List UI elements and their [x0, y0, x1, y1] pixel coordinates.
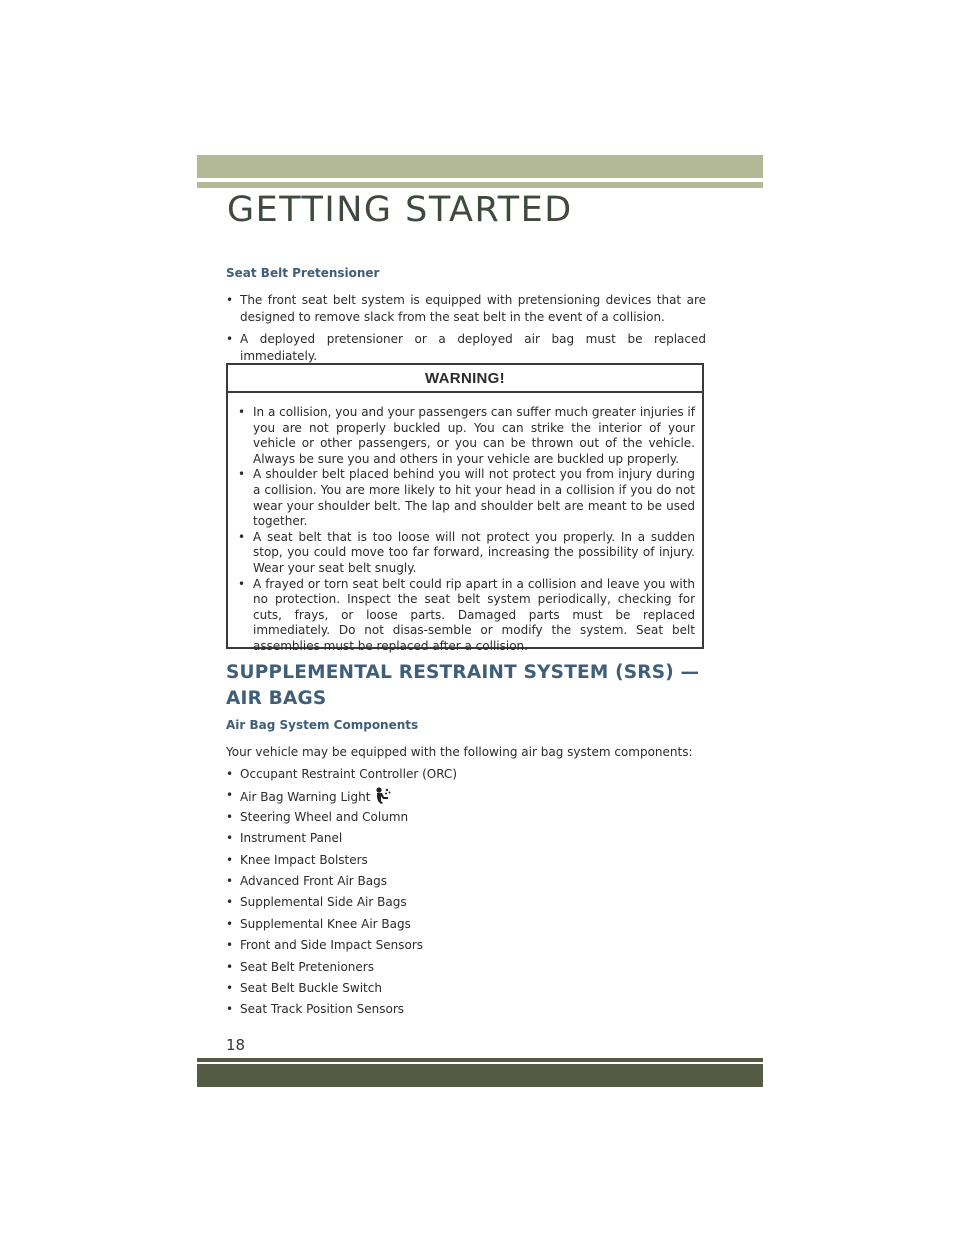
list-item-label: Air Bag Warning Light	[240, 790, 371, 805]
list-item	[226, 980, 457, 1001]
list-item-label: Advanced Front Air Bags	[240, 873, 387, 888]
page-number: 18	[226, 1036, 246, 1054]
airbag-intro-text: Your vehicle may be equipped with the following air bag system components:	[226, 745, 693, 759]
list-item-label: Seat Belt Buckle Switch	[240, 980, 382, 995]
list-item	[226, 1001, 457, 1022]
pretensioner-list	[226, 292, 706, 365]
list-item: • A seat belt that is too loose will not protect you properly. In a sudden stop, you could move too far forward, increasing the possibility of injury. Wear your seat belt snugly.	[238, 530, 695, 577]
airbag-warning-icon	[374, 787, 392, 809]
list-item	[226, 809, 457, 830]
header-rule	[197, 182, 763, 188]
list-item-label: Seat Track Position Sensors	[240, 1002, 405, 1017]
list-item	[226, 787, 457, 808]
list-item: • The front seat belt system is equipped with pretensioning devices that are designed to remove slack from the seat belt in the event of a collision.	[226, 292, 706, 326]
srs-heading: SUPPLEMENTAL RESTRAINT SYSTEM (SRS) — AIR BAGS	[226, 662, 700, 709]
list-item-label: Steering Wheel and Column	[240, 809, 409, 824]
airbag-components-list	[226, 766, 457, 1023]
header-bar	[197, 155, 763, 178]
list-item-label: Supplemental Side Air Bags	[240, 895, 407, 910]
list-item	[226, 830, 457, 851]
list-item-label: Front and Side Impact Sensors	[240, 938, 424, 953]
list-item	[226, 852, 457, 873]
list-item	[226, 937, 457, 958]
list-item	[226, 916, 457, 937]
list-item-label: Occupant Restraint Controller (ORC)	[240, 767, 457, 781]
list-item-label: Seat Belt Pretenioners	[240, 959, 374, 974]
warning-list	[228, 393, 702, 655]
list-item	[226, 959, 457, 980]
list-item: • A shoulder belt placed behind you will not protect you from injury during a collision. You are more likely to hit your head in a collision if you do not wear your shoulder belt. The lap and shoulder belt are meant to be used together.	[238, 467, 695, 529]
footer-rule	[197, 1058, 763, 1062]
pretensioner-heading: Seat Belt Pretensioner	[226, 266, 380, 280]
list-item-label: Supplemental Knee Air Bags	[240, 916, 411, 931]
airbag-components-heading: Air Bag System Components	[226, 718, 419, 732]
list-item	[226, 873, 457, 894]
list-item: • A frayed or torn seat belt could rip apart in a collision and leave you with no protection. Inspect the seat belt system periodically, checking for cuts, frays, or loose parts. Damaged parts must be replaced immediately. Do not disas-semble or modify the system. Seat belt assemblies must be replaced after a collision.	[238, 577, 695, 655]
list-item: • In a collision, you and your passengers can suffer much greater injuries if you are not properly buckled up. You can strike the interior of your vehicle or other passengers, or you can be thrown out of the vehicle. Always be sure you and others in your vehicle are buckled up properly.	[238, 405, 695, 467]
warning-box	[226, 363, 704, 653]
warning-title: WARNING!	[228, 365, 702, 393]
list-item	[226, 894, 457, 915]
list-item	[226, 766, 457, 787]
list-item-label: Knee Impact Bolsters	[240, 852, 368, 867]
list-item-label: Instrument Panel	[240, 831, 343, 846]
pretensioner-section	[226, 266, 706, 365]
footer-bar	[197, 1064, 763, 1087]
section-title: GETTING STARTED	[227, 190, 573, 230]
list-item: • A deployed pretensioner or a deployed air bag must be replaced immediately.	[226, 331, 706, 365]
